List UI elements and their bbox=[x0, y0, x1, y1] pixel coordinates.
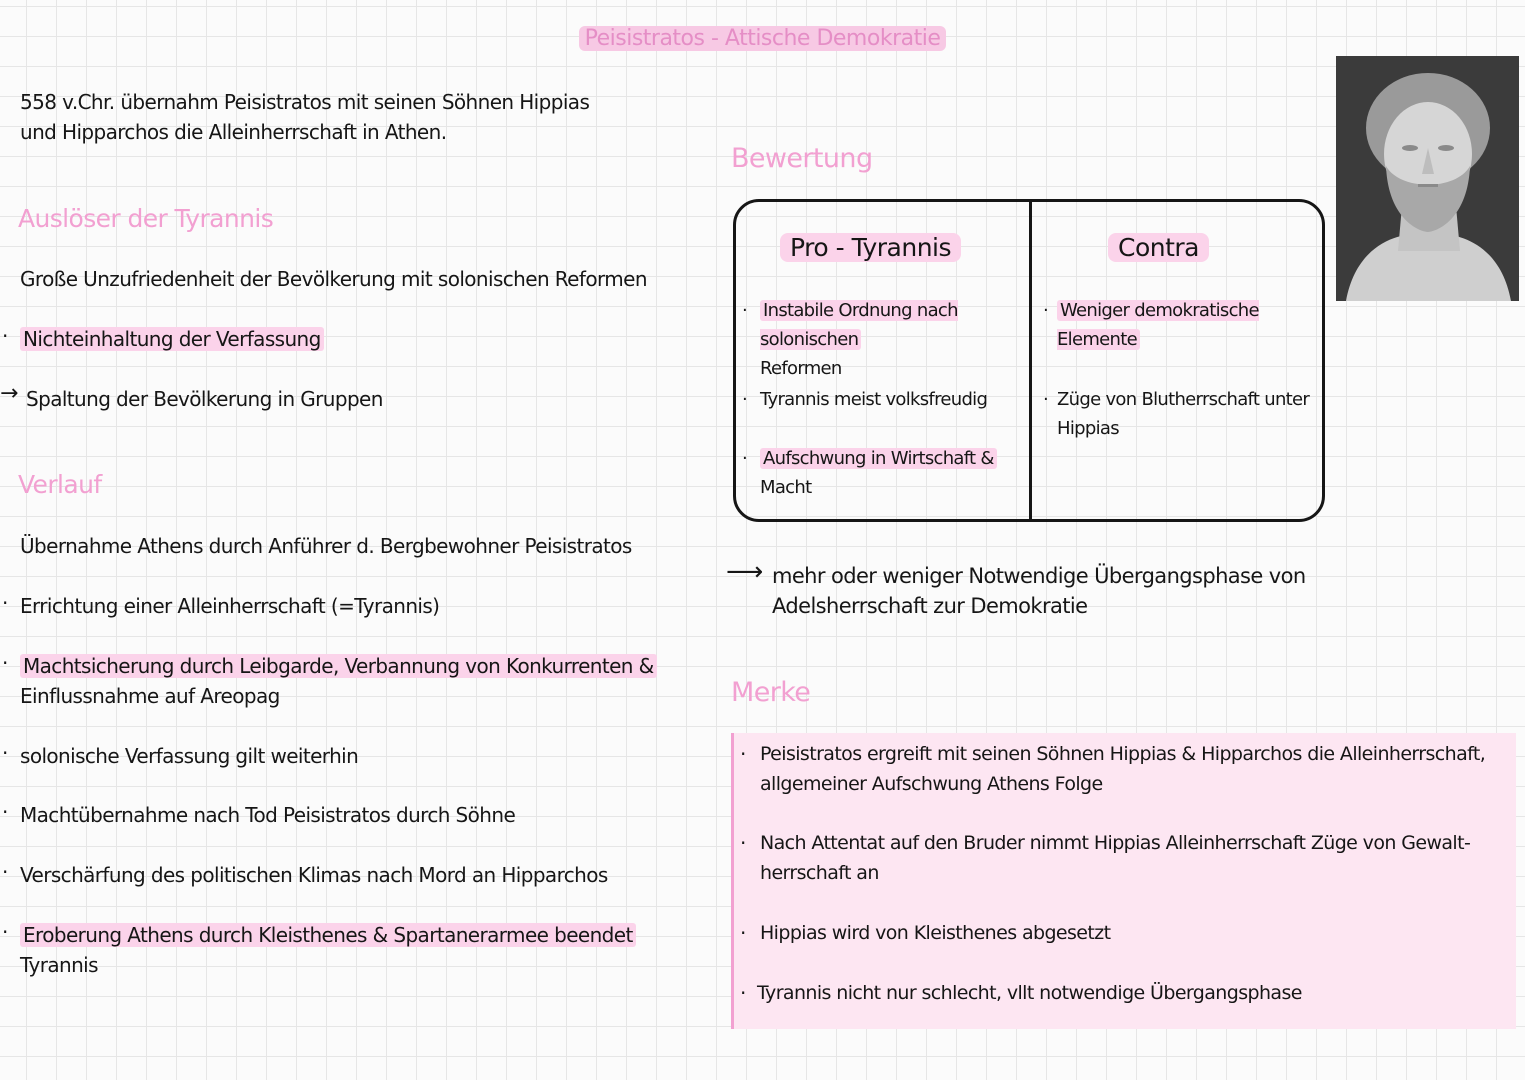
bullet-marker: · bbox=[2, 591, 9, 615]
heading-merke: Merke bbox=[731, 677, 811, 708]
bullet-marker: · bbox=[2, 800, 9, 824]
bust-portrait-image bbox=[1336, 56, 1519, 301]
verlauf-item: Errichtung einer Alleinherrschaft (=Tyrannis) bbox=[20, 594, 440, 618]
bullet-marker: · bbox=[740, 742, 746, 766]
page-title: Peisistratos - Attische Demokratie bbox=[0, 26, 1525, 51]
ausloeser-item: Spaltung der Bevölkerung in Gruppen bbox=[26, 387, 383, 411]
verlauf-item: Verschärfung des politischen Klimas nach Mord an Hipparchos bbox=[20, 863, 608, 887]
contra-item: Weniger demokratische Elemente bbox=[1057, 300, 1259, 350]
bullet-marker: · bbox=[2, 651, 9, 675]
ausloeser-item: Nichteinhaltung der Verfassung bbox=[20, 324, 324, 354]
bullet-marker: · bbox=[1043, 300, 1049, 321]
bullet-marker: · bbox=[742, 389, 748, 410]
verlauf-item: solonische Verfassung gilt weiterhin bbox=[20, 744, 359, 768]
bullet-marker: · bbox=[2, 741, 9, 765]
intro-line-2: und Hipparchos die Alleinherrschaft in Athen. bbox=[20, 120, 447, 144]
bust-icon bbox=[1336, 56, 1519, 301]
contra-item: Züge von Blutherrschaft unter Hippias bbox=[1057, 389, 1310, 439]
merke-item: Hippias wird von Kleisthenes abgesetzt bbox=[760, 922, 1111, 944]
merke-item: Peisistratos ergreift mit seinen Söhnen Hippias & Hipparchos die Alleinherrschaft, allgemeiner Aufschwung Athens Folge bbox=[760, 743, 1486, 795]
bullet-marker: · bbox=[1043, 389, 1049, 410]
ausloeser-item: Große Unzufriedenheit der Bevölkerung mit solonischen Reformen bbox=[20, 267, 647, 291]
merke-item: Tyrannis nicht nur schlecht, vllt notwendige Übergangsphase bbox=[757, 982, 1302, 1004]
bullet-marker: · bbox=[2, 324, 9, 348]
bullet-marker: · bbox=[740, 921, 746, 945]
merke-item: Nach Attentat auf den Bruder nimmt Hippias Alleinherrschaft Züge von Gewalt- herrschaft an bbox=[760, 832, 1471, 884]
arrow-icon: ⟶ bbox=[726, 557, 764, 587]
bullet-marker: · bbox=[2, 860, 9, 884]
heading-ausloeser: Auslöser der Tyrannis bbox=[18, 204, 274, 233]
pro-item: Instabile Ordnung nach solonischen Reformen bbox=[760, 300, 958, 379]
bullet-marker: · bbox=[2, 920, 9, 944]
contra-header: Contra bbox=[1108, 233, 1209, 262]
verlauf-item: Machtübernahme nach Tod Peisistratos durch Söhne bbox=[20, 803, 516, 827]
pro-header: Pro - Tyrannis bbox=[780, 233, 961, 262]
bullet-marker: · bbox=[740, 831, 746, 855]
bewertung-conclusion: mehr oder weniger Notwendige Übergangsphase von Adelsherrschaft zur Demokratie bbox=[772, 564, 1306, 618]
pro-item: Tyrannis meist volksfreudig bbox=[760, 389, 988, 410]
table-divider bbox=[1029, 200, 1032, 522]
bullet-marker: · bbox=[740, 981, 746, 1005]
verlauf-item: Übernahme Athens durch Anführer d. Bergbewohner Peisistratos bbox=[20, 534, 632, 558]
heading-verlauf: Verlauf bbox=[18, 470, 102, 499]
intro-line-1: 558 v.Chr. übernahm Peisistratos mit seinen Söhnen Hippias bbox=[20, 90, 590, 114]
pro-item: Aufschwung in Wirtschaft & Macht bbox=[760, 444, 1028, 502]
heading-bewertung: Bewertung bbox=[731, 143, 873, 174]
verlauf-item: Eroberung Athens durch Kleisthenes & Spartanerarmee beendet Tyrannis bbox=[20, 920, 636, 980]
verlauf-item: Machtsicherung durch Leibgarde, Verbannung von Konkurrenten & Einflussnahme auf Areopag bbox=[20, 651, 657, 711]
arrow-icon: → bbox=[0, 381, 19, 406]
bullet-marker: · bbox=[742, 300, 748, 321]
bullet-marker: · bbox=[742, 448, 748, 469]
